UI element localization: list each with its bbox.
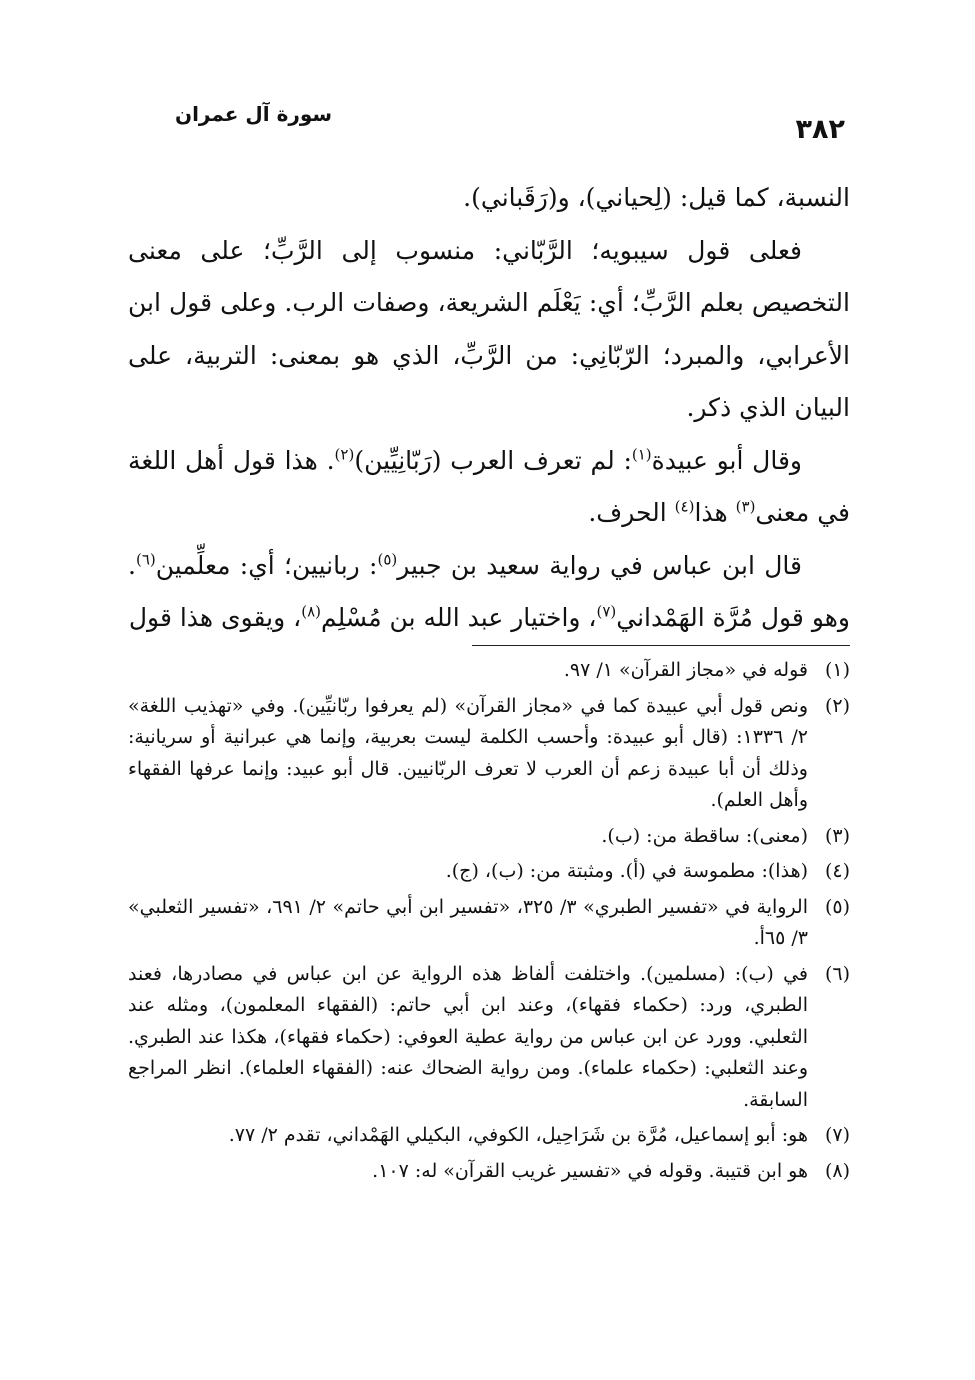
footnote-text: الرواية في «تفسير الطبري» ٣/ ٣٢٥، «تفسير ابن أبي حاتم» ٢/ ٦٩١، «تفسير الثعلبي» ٣/ ٦٥أ. (128, 895, 809, 949)
paragraph-1-text: النسبة، كما قيل: (لِحياني)، و(رَقَباني). (463, 183, 850, 212)
footnote-ref-2: (٢) (334, 445, 355, 464)
main-text (128, 172, 850, 645)
footnote-text: (هذا): مطموسة في (أ). ومثبتة من: (ب)، (ج). (445, 860, 808, 882)
footnote-ref-6: (٦) (135, 550, 156, 569)
paragraph-2-text: فعلى قول سيبويه؛ الرَّبّاني: منسوب إلى الرَّبِّ؛ على معنى التخصيص بعلم الرَّبِّ؛ أي: يَعْلَم الشريعة، وصفات الرب. وعلى قول ابن الأعرابي، والمبرد؛ الرّبّانِي: من الرَّبِّ، الذي هو بمعنى: التربية، على البيان الذي ذكر. (128, 235, 850, 422)
footnote-number: (٨) (824, 1159, 850, 1182)
paragraph-3-text-a: وقال أبو عبيدة (651, 445, 802, 475)
running-title: سورة آل عمران (175, 102, 333, 126)
footnote-4 (128, 856, 850, 888)
footnote-3 (128, 821, 850, 853)
footnote-separator (472, 645, 850, 646)
paragraph-1 (128, 172, 850, 225)
footnote-ref-5: (٥) (377, 550, 398, 569)
footnote-text: هو: أبو إسماعيل، مُرَّة بن شَرَاحِيل، الكوفي، البكيلي الهَمْداني، تقدم ٢/ ٧٧. (228, 1124, 808, 1146)
footnote-number: (٧) (824, 1124, 850, 1146)
footnote-number: (٦) (824, 962, 850, 985)
paragraph-4-text-b: : ربانيين؛ أي: معلِّمين (155, 550, 378, 580)
footnote-2 (128, 691, 850, 817)
footnote-ref-1: (١) (631, 445, 652, 464)
footnote-number: (٥) (824, 895, 850, 918)
footnotes (128, 655, 850, 1191)
footnote-6 (128, 959, 850, 1117)
footnote-text: (معنى): ساقطة من: (ب). (601, 824, 808, 847)
paragraph-4 (128, 540, 850, 645)
footnote-7 (128, 1120, 850, 1152)
footnote-text: قوله في «مجاز القرآن» ١/ ٩٧. (563, 659, 808, 681)
paragraph-3-text-b: : لم تعرف العرب (رَبّانِيِّين) (354, 445, 632, 475)
footnote-5 (128, 892, 850, 955)
paragraph-4-text-c: . وهو قول مُرَّة الهَمْداني (128, 550, 850, 632)
footnote-text: هو ابن قتيبة. وقوله في «تفسير غريب القرآن» له: ١٠٧. (372, 1159, 808, 1182)
footnote-number: (٢) (824, 694, 850, 717)
footnote-ref-7: (٧) (596, 602, 617, 621)
footnote-number: (١) (824, 659, 850, 681)
page-header (125, 100, 853, 150)
page-number: ٣٨٢ (795, 114, 845, 145)
paragraph-4-text-e: ، ويقوى هذا قول (128, 603, 302, 632)
footnote-8 (128, 1156, 850, 1188)
footnote-ref-3: (٣) (735, 497, 756, 516)
paragraph-4-text-d: ، واختيار عبد الله بن مُسْلِم (321, 603, 597, 632)
paragraph-3-text-c: . هذا قول أهل اللغة في معنى (128, 445, 850, 527)
paragraph-3-text-d: هذا (694, 498, 736, 527)
footnote-1 (128, 655, 850, 687)
paragraph-4-text-a: قال ابن عباس في رواية سعيد بن جبير (397, 550, 802, 580)
paragraph-3 (128, 435, 850, 540)
footnote-number: (٤) (824, 860, 850, 882)
footnote-ref-8: (٨) (301, 602, 321, 621)
footnote-text: في (ب): (مسلمين). واختلفت ألفاظ هذه الرواية عن ابن عباس في مصادرها، فعند الطبري، ورد: (حكماء فقهاء)، وعند ابن أبي حاتم: (الفقهاء المعلمون)، ومثله عند الثعلبي. وورد عن ابن عباس من رواية عطية العوفي: (حكماء فقهاء)، هكذا عند الطبري. وعند الثعلبي: (حكماء علماء). ومن رواية الضحاك عنه: (الفقهاء العلماء). انظر المراجع السابقة. (128, 962, 808, 1111)
footnote-number: (٣) (824, 824, 850, 847)
paragraph-2 (128, 225, 850, 435)
footnote-text: ونص قول أبي عبيدة كما في «مجاز القرآن» (لم يعرفوا ربّانيِّين). وفي «تهذيب اللغة» ٢/ ١٣٣٦: (قال أبو عبيدة: وأحسب الكلمة ليست بعربية، وإنما هي عبرانية أو سريانية: وذلك أن أبا عبيدة زعم أن العرب لا تعرف الربّانيين. قال أبو عبيد: وإنما عرفها الفقهاء وأهل العلم). (128, 694, 808, 811)
footnote-ref-4: (٤) (674, 497, 695, 516)
paragraph-3-text-e: الحرف. (588, 498, 675, 527)
